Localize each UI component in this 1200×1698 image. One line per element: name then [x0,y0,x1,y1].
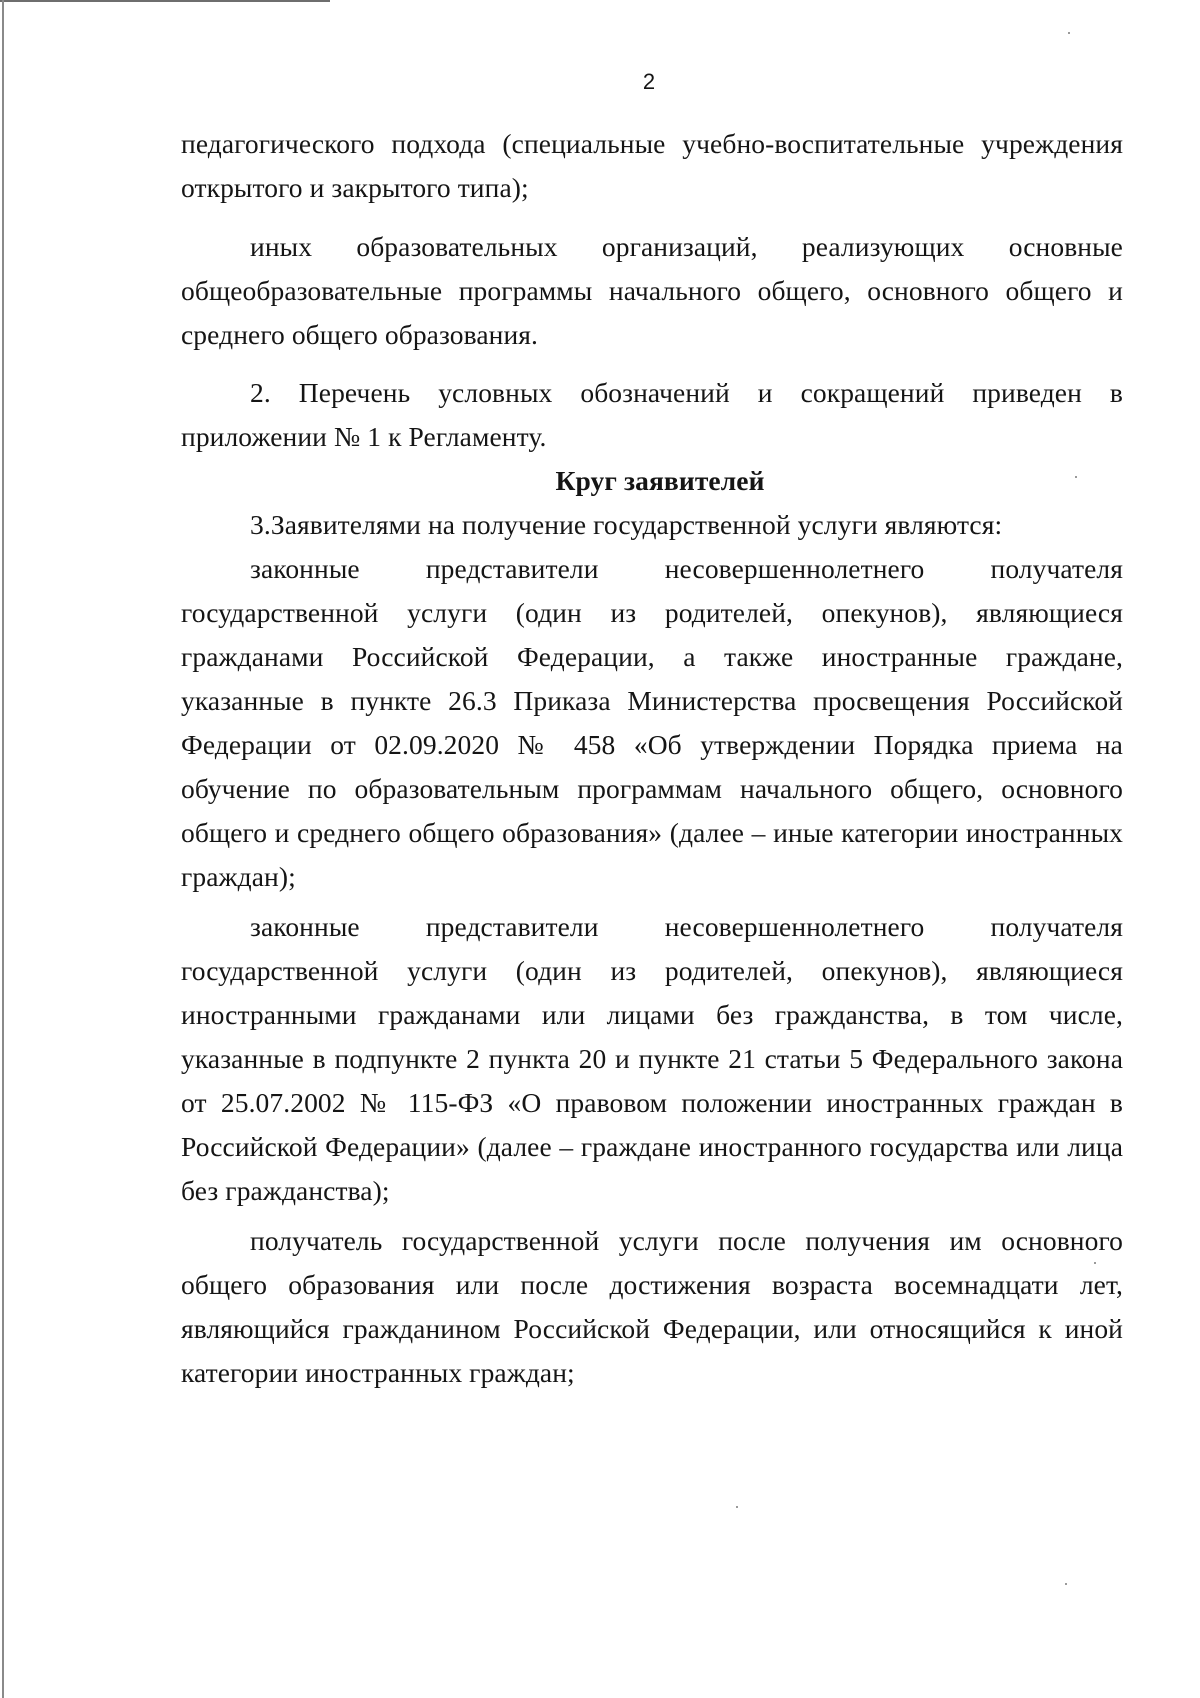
paragraph-continuation: педагогического подхода (специальные учебно-воспитательные учреждения открытого и закрытого типа); [181,128,1123,203]
scan-speck [736,1506,738,1508]
paragraph-other-organizations: иных образовательных организаций, реализующих основные общеобразовательные программы начального общего, основного общего и среднего общего образования. [181,231,1123,350]
page-number: 2 [642,69,656,94]
paragraph-item-3: 3.Заявителями на получение государственной услуги являются: [250,509,1003,540]
scan-speck [1065,1583,1067,1585]
scan-speck [1068,32,1070,34]
scan-edge-top [0,0,330,2]
paragraph-legal-representatives-foreigners: законные представители несовершеннолетнего получателя государственной услуги (один из родителей, опекунов), являющиеся иностранными гражданами или лицами без гражданства, в том числе, указанные в подпункте 2 пункта 20 и пункте 21 статьи 5 Федерального закона от 25.07.2002 № 115-ФЗ «О правовом положении иностранных граждан в Российской Федерации» (далее – граждане иностранного государства или лица без гражданства); [181,911,1123,1206]
section-title: Круг заявителей [555,465,765,496]
scan-edge-left [2,0,4,1698]
paragraph-service-recipient: получатель государственной услуги после получения им основного общего образования или после достижения возраста восемнадцати лет, являющийся гражданином Российской Федерации, или относящийся к иной категории иностранных граждан; [181,1225,1123,1388]
document-body [181,122,1123,1395]
paragraph-legal-representatives-citizens: законные представители несовершеннолетнего получателя государственной услуги (один из родителей, опекунов), являющиеся гражданами Российской Федерации, а также иностранные граждане, указанные в пункте 26.3 Приказа Министерства просвещения Российской Федерации от 02.09.2020 № 458 «Об утверждении Порядка приема на обучение по образовательным программам начального общего, основного общего и среднего общего образования» (далее – иные категории иностранных граждан); [181,553,1123,892]
paragraph-item-2: 2. Перечень условных обозначений и сокращений приведен в приложении № 1 к Регламенту. [181,377,1123,452]
